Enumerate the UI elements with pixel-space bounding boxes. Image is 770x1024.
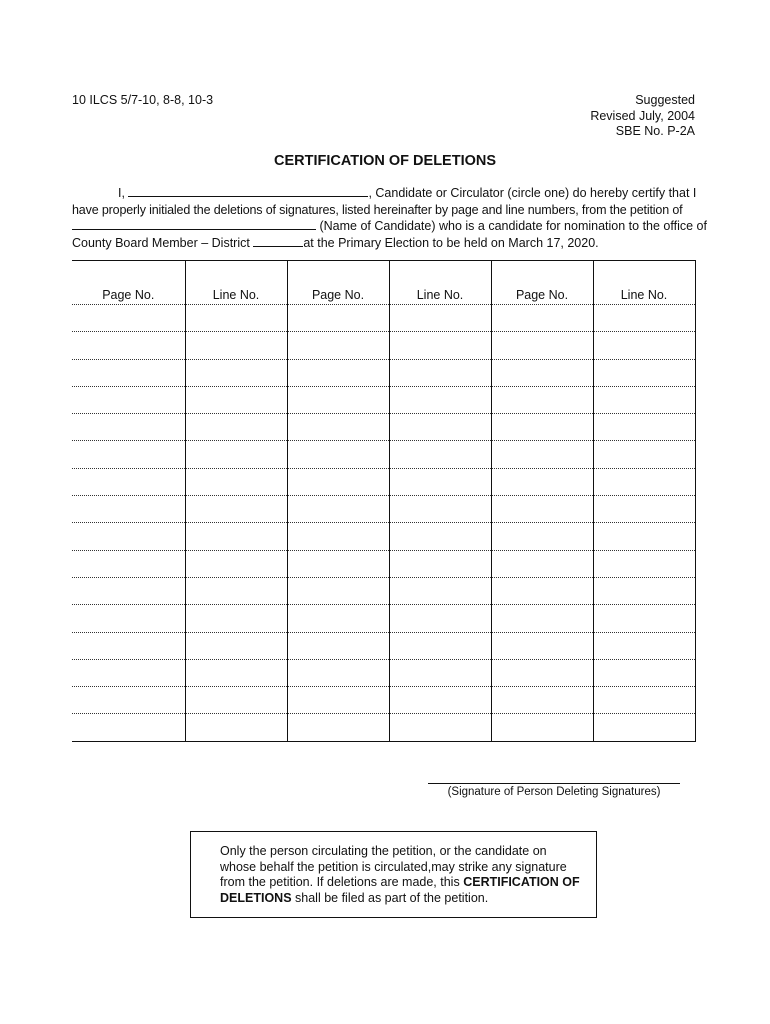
table-cell[interactable] — [389, 714, 491, 741]
table-cell[interactable] — [389, 605, 491, 632]
table-cell[interactable] — [185, 496, 287, 523]
table-cell[interactable] — [287, 468, 389, 495]
table-cell[interactable] — [491, 359, 593, 386]
table-cell[interactable] — [593, 632, 695, 659]
table-cell[interactable] — [72, 714, 185, 741]
table-cell[interactable] — [287, 305, 389, 332]
table-row — [72, 332, 695, 359]
candidate-statement: (Name of Candidate) who is a candidate for nomination to the office of — [319, 219, 707, 233]
table-cell[interactable] — [593, 386, 695, 413]
table-cell[interactable] — [593, 577, 695, 604]
table-cell[interactable] — [593, 659, 695, 686]
table-cell[interactable] — [287, 550, 389, 577]
table-row — [72, 468, 695, 495]
table-row — [72, 577, 695, 604]
table-cell[interactable] — [593, 468, 695, 495]
table-cell[interactable] — [593, 550, 695, 577]
table-cell[interactable] — [389, 414, 491, 441]
table-row — [72, 523, 695, 550]
revised-date: Revised July, 2004 — [590, 108, 695, 123]
table-cell[interactable] — [72, 632, 185, 659]
table-row — [72, 441, 695, 468]
table-cell[interactable] — [287, 414, 389, 441]
suggested-label: Suggested — [635, 93, 695, 107]
table-cell[interactable] — [491, 386, 593, 413]
table-body — [72, 305, 695, 742]
table-cell[interactable] — [389, 550, 491, 577]
table-cell[interactable] — [593, 305, 695, 332]
name-blank-field[interactable] — [128, 185, 368, 197]
table-cell[interactable] — [72, 332, 185, 359]
form-revision-block — [590, 93, 695, 140]
table-cell[interactable] — [72, 496, 185, 523]
table-cell[interactable] — [287, 523, 389, 550]
table-cell[interactable] — [389, 632, 491, 659]
table-cell[interactable] — [389, 496, 491, 523]
table-cell[interactable] — [389, 332, 491, 359]
table-row — [72, 550, 695, 577]
table-cell[interactable] — [593, 441, 695, 468]
table-row — [72, 414, 695, 441]
table-cell[interactable] — [491, 659, 593, 686]
table-cell[interactable] — [389, 386, 491, 413]
table-cell[interactable] — [491, 550, 593, 577]
paragraph-line-1 — [72, 185, 712, 202]
table-cell[interactable] — [491, 577, 593, 604]
table-cell[interactable] — [185, 332, 287, 359]
table-cell[interactable] — [72, 386, 185, 413]
table-cell[interactable] — [593, 605, 695, 632]
table-cell[interactable] — [389, 659, 491, 686]
table-cell[interactable] — [491, 305, 593, 332]
paragraph-line-2: have properly initialed the deletions of signatures, listed hereinafter by page and line numbers, from the petition of — [72, 202, 683, 217]
notice-text-part-2: shall be filed as part of the petition. — [295, 890, 489, 905]
table-cell[interactable] — [287, 441, 389, 468]
deletions-table — [72, 260, 696, 742]
table-cell[interactable] — [185, 386, 287, 413]
candidate-name-blank-field[interactable] — [72, 218, 316, 230]
table-cell[interactable] — [593, 687, 695, 714]
table-cell[interactable] — [593, 414, 695, 441]
statute-reference: 10 ILCS 5/7-10, 8-8, 10-3 — [72, 93, 214, 107]
table-cell[interactable] — [72, 441, 185, 468]
table-cell[interactable] — [72, 359, 185, 386]
table-cell[interactable] — [185, 468, 287, 495]
column-header: Line No. — [185, 261, 287, 305]
table-cell[interactable] — [593, 714, 695, 741]
notice-text-bold: CERTIFICATION OF DELETIONS — [220, 875, 580, 905]
table-cell[interactable] — [389, 687, 491, 714]
district-blank-field[interactable] — [253, 235, 303, 247]
table-cell[interactable] — [491, 632, 593, 659]
table-cell[interactable] — [287, 577, 389, 604]
table-row — [72, 359, 695, 386]
table-cell[interactable] — [287, 359, 389, 386]
table-cell[interactable] — [185, 577, 287, 604]
table-cell[interactable] — [389, 577, 491, 604]
table-cell[interactable] — [389, 441, 491, 468]
table-cell[interactable] — [593, 523, 695, 550]
table-cell[interactable] — [491, 714, 593, 741]
table-cell[interactable] — [185, 550, 287, 577]
table-cell[interactable] — [185, 359, 287, 386]
table-cell[interactable] — [287, 659, 389, 686]
table-cell[interactable] — [72, 305, 185, 332]
table-cell[interactable] — [287, 386, 389, 413]
paragraph-line-4 — [72, 235, 712, 252]
table-cell[interactable] — [185, 305, 287, 332]
table-cell[interactable] — [185, 605, 287, 632]
table-cell[interactable] — [491, 523, 593, 550]
table-cell[interactable] — [593, 332, 695, 359]
table-cell[interactable] — [389, 468, 491, 495]
table-cell[interactable] — [491, 441, 593, 468]
table-row — [72, 305, 695, 332]
table-cell[interactable] — [72, 523, 185, 550]
notice-text — [220, 844, 580, 906]
role-statement: , Candidate or Circulator (circle one) do hereby certify that I — [368, 186, 697, 200]
table-row — [72, 605, 695, 632]
table-cell[interactable] — [185, 441, 287, 468]
election-text: at the Primary Election to be held on March 17, 2020. — [303, 235, 599, 250]
table-cell[interactable] — [185, 414, 287, 441]
table-cell[interactable] — [287, 632, 389, 659]
column-header: Line No. — [389, 261, 491, 305]
column-header: Page No. — [491, 261, 593, 305]
table-cell[interactable] — [287, 496, 389, 523]
table-cell[interactable] — [287, 605, 389, 632]
table-cell[interactable] — [287, 714, 389, 741]
table-cell[interactable] — [389, 523, 491, 550]
table-cell[interactable] — [185, 523, 287, 550]
table-cell[interactable] — [72, 414, 185, 441]
table-row — [72, 687, 695, 714]
column-header: Line No. — [593, 261, 695, 305]
pronoun-text: I, — [118, 186, 125, 200]
table-cell[interactable] — [287, 332, 389, 359]
column-header: Page No. — [287, 261, 389, 305]
notice-text-part-1: Only the person circulating the petition, or the candidate on whose behalf the petition is circulated,may strike any signature from the petition. If deletions are made, this — [220, 844, 567, 889]
table-cell[interactable] — [491, 332, 593, 359]
table-row — [72, 632, 695, 659]
column-header: Page No. — [72, 261, 185, 305]
table-row — [72, 496, 695, 523]
signature-line[interactable] — [428, 783, 680, 784]
document-title: CERTIFICATION OF DELETIONS — [273, 153, 497, 169]
table-cell[interactable] — [185, 714, 287, 741]
table-cell[interactable] — [389, 359, 491, 386]
table-cell[interactable] — [72, 577, 185, 604]
certification-paragraph — [72, 185, 712, 251]
table-cell[interactable] — [491, 687, 593, 714]
table-cell[interactable] — [72, 550, 185, 577]
table-row — [72, 386, 695, 413]
table-cell[interactable] — [491, 468, 593, 495]
table-header-row — [72, 261, 695, 305]
table-row — [72, 714, 695, 741]
form-number: SBE No. P-2A — [615, 124, 695, 138]
signature-label: (Signature of Person Deleting Signatures) — [447, 786, 661, 798]
table-cell[interactable] — [389, 305, 491, 332]
table-cell[interactable] — [491, 605, 593, 632]
table-row — [72, 659, 695, 686]
table-cell[interactable] — [185, 687, 287, 714]
table-cell[interactable] — [72, 468, 185, 495]
table-cell[interactable] — [72, 605, 185, 632]
table-cell[interactable] — [491, 414, 593, 441]
table-cell[interactable] — [287, 687, 389, 714]
paragraph-line-3 — [72, 218, 712, 235]
table-cell[interactable] — [72, 659, 185, 686]
table-cell[interactable] — [72, 687, 185, 714]
table-cell[interactable] — [593, 496, 695, 523]
office-text: County Board Member – District — [72, 235, 250, 250]
table-cell[interactable] — [185, 659, 287, 686]
table-cell[interactable] — [185, 632, 287, 659]
table-cell[interactable] — [593, 359, 695, 386]
table-cell[interactable] — [491, 496, 593, 523]
